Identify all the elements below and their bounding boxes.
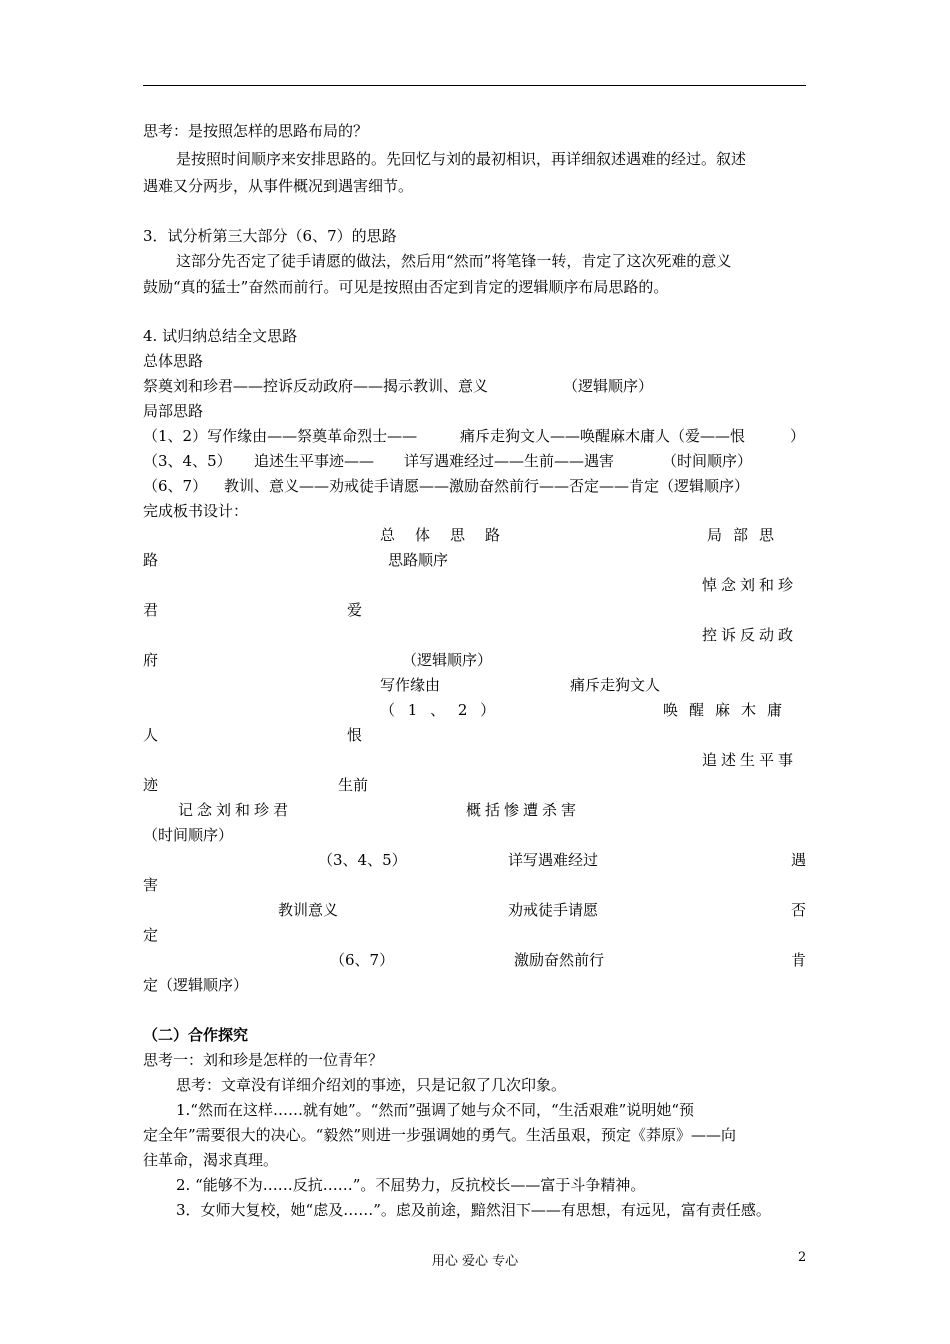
page-number: 2: [798, 1250, 807, 1265]
board-text: 遇: [791, 851, 807, 869]
board-text: 迹: [143, 776, 159, 794]
text-line: 鼓励“真的猛士”奋然而前行。可见是按照由否定到肯定的逻辑顺序布局思路的。: [143, 278, 669, 296]
board-text: 追述生平事: [702, 751, 798, 769]
section-heading: （二）合作探究: [143, 1026, 249, 1044]
text-line: 定全年”需要很大的决心。“毅然”则进一步强调她的勇气。生活虽艰，预定《莽原》——向: [143, 1126, 737, 1144]
text-line: （逻辑顺序）: [563, 377, 654, 395]
board-text: 记念刘和珍君: [178, 801, 293, 819]
board-text: 详写遇难经过: [508, 851, 599, 869]
board-text: 恨: [347, 726, 363, 744]
page-footer: 用心 爱心 专心: [431, 1254, 519, 1269]
text-line: ）: [790, 427, 806, 445]
board-text: 劝戒徒手请愿: [508, 901, 599, 919]
text-line: 局部思路: [143, 402, 204, 420]
text-line: 思考一：刘和珍是怎样的一位青年？: [143, 1051, 384, 1069]
text-line: 2. “能够不为……反抗……”。不屈势力，反抗校长——富于斗争精神。: [176, 1176, 646, 1194]
board-text: （3、4、5）: [318, 851, 407, 869]
board-text: （ 1 、 2 ）: [380, 701, 500, 719]
board-text: 写作缘由: [380, 676, 441, 694]
text-line: （1、2）写作缘由——祭奠革命烈士——: [143, 427, 418, 445]
text-line: （3、4、5）: [143, 452, 232, 470]
board-text: 教训意义: [278, 901, 339, 919]
board-text: 唤醒麻木庸: [663, 701, 794, 719]
board-text: 激励奋然前行: [514, 951, 605, 969]
board-text: 控诉反动政: [702, 626, 798, 644]
text-line: 思考：文章没有详细介绍刘的事迹，只是记叙了几次印象。: [176, 1076, 567, 1094]
board-text: 府: [143, 651, 159, 669]
text-line: 总体思路: [143, 352, 204, 370]
board-text: 路: [143, 551, 159, 569]
text-line: 痛斥走狗文人——唤醒麻木庸人（爱——恨: [460, 427, 746, 445]
text-line: 这部分先否定了徒手请愿的做法，然后用“然而”将笔锋一转，肯定了这次死难的意义: [176, 252, 732, 270]
board-text: （时间顺序）: [143, 826, 234, 844]
text-line: 3．女师大复校，她“虑及……”。虑及前途，黯然泪下——有思想，有远见，富有责任感。: [176, 1201, 771, 1219]
text-line: （6、7）: [143, 477, 208, 495]
board-text: 悼念刘和珍: [702, 576, 798, 594]
board-text: 思路顺序: [388, 551, 449, 569]
text-line: 思考：是按照怎样的思路布局的？: [143, 122, 369, 140]
board-text: 人: [143, 726, 159, 744]
board-text: （6、7）: [330, 951, 395, 969]
text-line: 详写遇难经过——生前——遇害: [404, 452, 615, 470]
text-line: 4. 试归纳总结全文思路: [143, 327, 298, 345]
board-text: 爱: [347, 601, 363, 619]
board-text: （逻辑顺序）: [402, 651, 493, 669]
board-text: 否: [791, 901, 807, 919]
board-text: 概括惨遭杀害: [466, 801, 581, 819]
text-line: 1.“然而在这样……就有她”。“然而”强调了她与众不同，“生活艰难”说明她“预: [176, 1101, 694, 1119]
board-text: 总体思路: [380, 526, 521, 544]
board-text: 君: [143, 601, 159, 619]
text-line: （时间顺序）: [662, 452, 753, 470]
text-line: 完成板书设计：: [143, 502, 249, 520]
board-text: 生前: [338, 776, 369, 794]
text-line: 祭奠刘和珍君——控诉反动政府——揭示教训、意义: [143, 377, 489, 395]
text-line: 往革命，渴求真理。: [143, 1151, 279, 1169]
board-text: 肯: [791, 951, 807, 969]
text-line: 遇难又分两步，从事件概况到遇害细节。: [143, 177, 414, 195]
text-line: 3．试分析第三大部分（6、7）的思路: [143, 227, 397, 245]
board-text: 局部思: [707, 526, 786, 544]
text-line: 追述生平事迹——: [254, 452, 375, 470]
text-line: 是按照时间顺序来安排思路的。先回忆与刘的最初相识，再详细叙述遇难的经过。叙述: [176, 150, 747, 168]
board-text: 定: [143, 926, 159, 944]
text-line: 教训、意义——劝戒徒手请愿——激励奋然前行——否定——肯定（逻辑顺序）: [224, 477, 750, 495]
board-text: 害: [143, 876, 159, 894]
board-text: 定（逻辑顺序）: [143, 976, 249, 994]
board-text: 痛斥走狗文人: [570, 676, 661, 694]
header-rule: [143, 85, 806, 86]
